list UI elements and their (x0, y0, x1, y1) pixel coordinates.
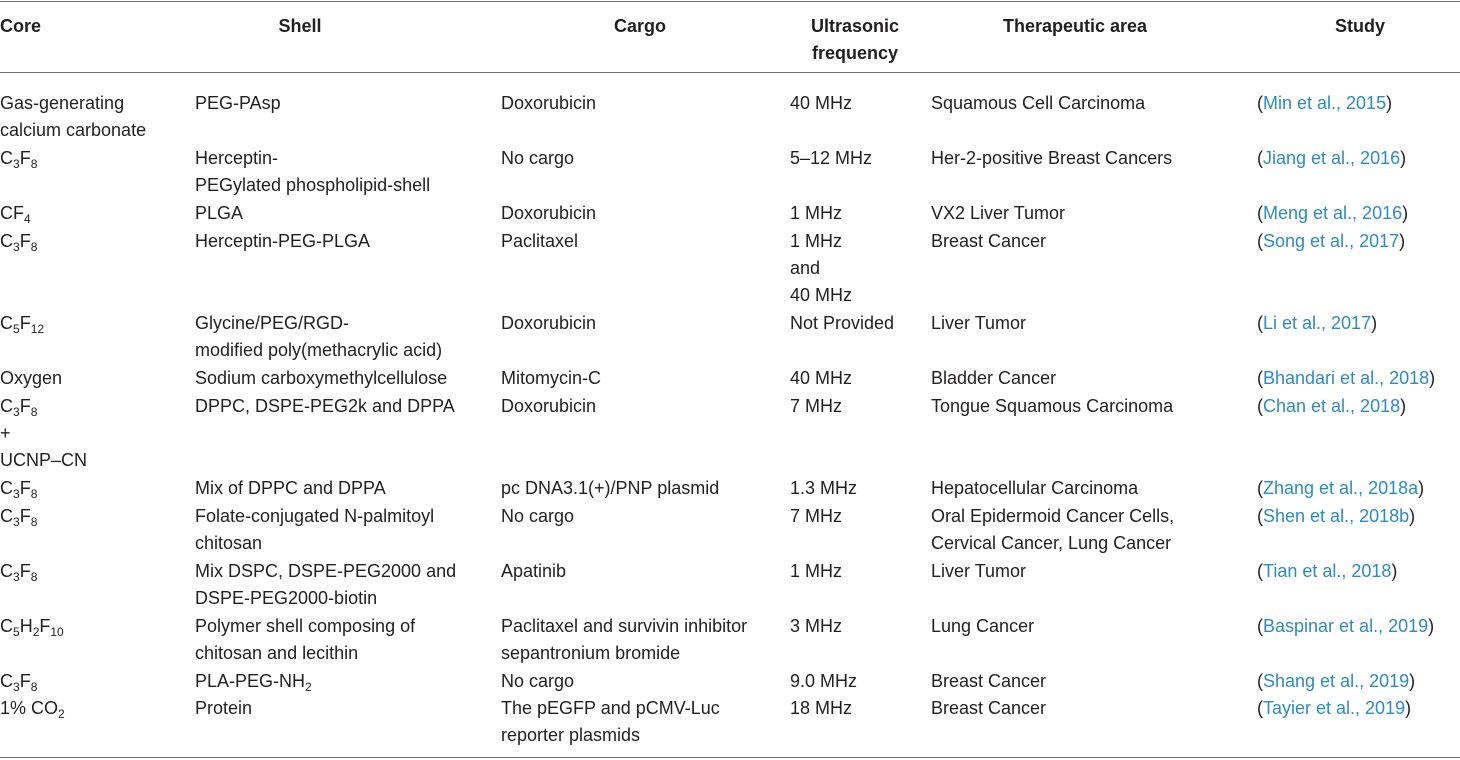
study-citation-link[interactable]: Shang et al., 2019 (1263, 671, 1410, 691)
cell-cargo (501, 200, 596, 227)
cell-study: (Meng et al., 2016) (1257, 203, 1409, 223)
cell-frequency (790, 90, 852, 117)
cell-cargo (501, 310, 596, 337)
cell-cargo-line: Doxorubicin (501, 203, 597, 223)
cell-core (0, 228, 37, 255)
cell-core-line: $C_3F_8$ (0, 231, 38, 254)
cell-core-line: $C_3F_8$ (0, 396, 38, 419)
cell-frequency (790, 503, 842, 530)
cell-frequency-line: 9.0 MHz (790, 671, 858, 691)
cell-cargo (501, 558, 566, 585)
cell-frequency (790, 393, 842, 420)
cell-study: (Tian et al., 2018) (1257, 561, 1398, 581)
cell-frequency-line: 5–12 MHz (790, 148, 873, 168)
study-citation-link[interactable]: Min et al., 2015 (1263, 93, 1387, 113)
cell-cargo-line: Paclitaxel (501, 231, 579, 251)
study-citation-link[interactable]: Shen et al., 2018b (1263, 506, 1410, 526)
cell-shell-line: Sodium carboxymethylcellulose (195, 368, 448, 388)
cell-shell-line: Glycine/PEG/RGD- (195, 313, 350, 333)
table-bottom-rule (0, 757, 1460, 758)
cell-shell (195, 365, 447, 392)
cell-shell (195, 90, 281, 117)
cell-study: (Li et al., 2017) (1257, 313, 1378, 333)
table-top-rule (0, 1, 1460, 2)
cell-shell-line: Polymer shell composing of (195, 616, 416, 636)
cell-frequency-line: 1 MHz (790, 561, 843, 581)
cell-core-line: $C_5F_{12}$ (0, 313, 45, 336)
cell-cargo (501, 228, 578, 255)
cell-cargo-line: Doxorubicin (501, 313, 597, 333)
cell-cargo-line: No cargo (501, 148, 575, 168)
cell-study: (Tayier et al., 2019) (1257, 698, 1412, 718)
cell-core (0, 90, 146, 144)
cell-shell-line: Herceptin- (195, 148, 279, 168)
cell-cargo-line: Paclitaxel and survivin inhibitor (501, 616, 748, 636)
cell-study: (Jiang et al., 2016) (1257, 148, 1407, 168)
cell-therapeutic-area (931, 393, 1173, 420)
header-core: Core (0, 16, 42, 36)
cell-therapeutic-area-line: Lung Cancer (931, 616, 1035, 636)
cell-frequency-line: 40 MHz (790, 93, 853, 113)
study-citation-link[interactable]: Baspinar et al., 2019 (1263, 616, 1429, 636)
cell-cargo-line: Apatinib (501, 561, 567, 581)
cell-core (0, 310, 44, 337)
cell-shell (195, 145, 430, 199)
study-citation-link[interactable]: Bhandari et al., 2018 (1263, 368, 1430, 388)
cell-core (0, 668, 37, 695)
cell-shell-line: PLA-$PEG-NH_2$ (195, 671, 312, 694)
cell-core-line: $C_3F_8$ (0, 478, 38, 501)
cell-frequency-line: 40 MHz (790, 285, 853, 305)
cell-frequency (790, 228, 852, 309)
cell-shell-line: chitosan and lecithin (195, 643, 359, 663)
cell-shell (195, 393, 455, 420)
cell-core (0, 145, 37, 172)
cell-therapeutic-area (931, 695, 1046, 722)
cell-cargo (501, 475, 719, 502)
cell-core-line: $C_3F_8$ (0, 671, 38, 694)
cell-frequency (790, 613, 842, 640)
cell-therapeutic-area (931, 475, 1138, 502)
cell-core-line: $C_3F_8$ (0, 561, 38, 584)
cell-frequency (790, 145, 872, 172)
cell-therapeutic-area (931, 668, 1046, 695)
cell-shell-line: Mix of DPPC and DPPA (195, 478, 386, 498)
cell-shell (195, 200, 243, 227)
cell-frequency-line: and (790, 258, 821, 278)
study-citation-link[interactable]: Jiang et al., 2016 (1263, 148, 1401, 168)
cell-cargo (501, 695, 720, 749)
cell-core (0, 503, 37, 530)
cell-cargo-line: pc DNA3.1(+)/PNP plasmid (501, 478, 720, 498)
cell-core (0, 558, 37, 585)
cell-shell-line: PEGylated phospholipid-shell (195, 175, 431, 195)
cell-cargo (501, 145, 574, 172)
cell-core-line: + (0, 423, 11, 443)
cell-shell-line: Herceptin-PEG-PLGA (195, 231, 371, 251)
cell-cargo-line: reporter plasmids (501, 725, 641, 745)
cell-therapeutic-area-line: Cervical Cancer, Lung Cancer (931, 533, 1172, 553)
cell-core-line: Gas-generating (0, 93, 125, 113)
cell-therapeutic-area (931, 90, 1145, 117)
cell-cargo-line: Doxorubicin (501, 93, 597, 113)
cell-frequency-line: 7 MHz (790, 396, 843, 416)
cell-core (0, 475, 37, 502)
cell-frequency (790, 475, 857, 502)
cell-therapeutic-area-line: Tongue Squamous Carcinoma (931, 396, 1174, 416)
cell-core-line: UCNP–CN (0, 450, 88, 470)
cell-therapeutic-area-line: Breast Cancer (931, 671, 1047, 691)
cell-therapeutic-area-line: Breast Cancer (931, 698, 1047, 718)
cell-frequency (790, 558, 842, 585)
cell-frequency (790, 200, 842, 227)
cell-core-line: Oxygen (0, 368, 63, 388)
study-citation-link[interactable]: Song et al., 2017 (1263, 231, 1400, 251)
cell-therapeutic-area (931, 613, 1034, 640)
cell-therapeutic-area-line: Hepatocellular Carcinoma (931, 478, 1139, 498)
cell-cargo (501, 503, 574, 530)
cell-study: (Bhandari et al., 2018) (1257, 368, 1436, 388)
cell-therapeutic-area-line: Oral Epidermoid Cancer Cells, (931, 506, 1175, 526)
header-cargo: Cargo (613, 16, 666, 36)
cell-study: (Min et al., 2015) (1257, 93, 1393, 113)
cell-therapeutic-area (931, 310, 1026, 337)
cell-frequency (790, 310, 894, 337)
cell-study: (Shen et al., 2018b) (1257, 506, 1416, 526)
cell-therapeutic-area-line: Liver Tumor (931, 561, 1027, 581)
cell-shell-line: Folate-conjugated N-palmitoyl (195, 506, 435, 526)
cell-therapeutic-area (931, 145, 1172, 172)
cell-therapeutic-area-line: Bladder Cancer (931, 368, 1057, 388)
cell-study: (Baspinar et al., 2019) (1257, 616, 1435, 636)
cell-core (0, 365, 62, 392)
header-frequency-line1: Ultrasonic (810, 16, 900, 36)
study-citation-link[interactable]: Tayier et al., 2019 (1263, 698, 1406, 718)
cell-shell (195, 668, 312, 695)
cell-core (0, 695, 65, 722)
cell-frequency-line: Not Provided (790, 313, 895, 333)
cell-cargo-line: Doxorubicin (501, 396, 597, 416)
header-frequency-line2: frequency (811, 43, 899, 63)
study-citation-link[interactable]: Chan et al., 2018 (1263, 396, 1401, 416)
cell-cargo-line: No cargo (501, 671, 575, 691)
cell-cargo-line: No cargo (501, 506, 575, 526)
header-therapeutic-area: Therapeutic area (1002, 16, 1148, 36)
cell-cargo (501, 365, 601, 392)
cell-cargo-line: The pEGFP and pCMV-Luc (501, 698, 720, 718)
cell-frequency-line: 18 MHz (790, 698, 853, 718)
cell-therapeutic-area (931, 558, 1026, 585)
cell-frequency (790, 695, 852, 722)
cell-core-line: calcium carbonate (0, 120, 147, 140)
cell-shell (195, 613, 415, 667)
cell-cargo (501, 668, 574, 695)
cell-therapeutic-area-line: Breast Cancer (931, 231, 1047, 251)
cell-cargo (501, 90, 596, 117)
cell-core (0, 613, 64, 640)
cell-core (0, 393, 87, 474)
cell-cargo-line: sepantronium bromide (501, 643, 681, 663)
cell-study: (Shang et al., 2019) (1257, 671, 1416, 691)
cell-shell-line: DSPE-PEG2000-biotin (195, 588, 378, 608)
study-citation-link[interactable]: Zhang et al., 2018a (1263, 478, 1419, 498)
cell-shell (195, 695, 252, 722)
cell-therapeutic-area (931, 503, 1174, 557)
study-citation-link[interactable]: Tian et al., 2018 (1263, 561, 1392, 581)
header-shell: Shell (278, 16, 322, 36)
cell-study: (Song et al., 2017) (1257, 231, 1406, 251)
cell-therapeutic-area-line: VX2 Liver Tumor (931, 203, 1066, 223)
cell-study: (Zhang et al., 2018a) (1257, 478, 1425, 498)
header-frequency (795, 13, 915, 67)
study-citation-link[interactable]: Li et al., 2017 (1263, 313, 1372, 333)
cell-frequency-line: 40 MHz (790, 368, 853, 388)
study-citation-link[interactable]: Meng et al., 2016 (1263, 203, 1403, 223)
cell-cargo (501, 393, 596, 420)
cell-frequency-line: 1 MHz (790, 231, 843, 251)
cell-core-line: $C_5H_2F_{10}$ (0, 616, 64, 639)
cell-shell-line: modified poly(methacrylic acid) (195, 340, 443, 360)
cell-core (0, 200, 31, 227)
header-study: Study (1334, 16, 1385, 36)
cell-frequency (790, 668, 857, 695)
cell-shell-line: PEG-PAsp (195, 93, 281, 113)
cell-shell (195, 558, 456, 612)
cell-cargo (501, 613, 747, 667)
cell-frequency-line: 7 MHz (790, 506, 843, 526)
cell-shell-line: PLGA (195, 203, 244, 223)
cell-shell-line: DPPC, DSPE-PEG2k and DPPA (195, 396, 455, 416)
table-header-rule (0, 72, 1460, 73)
cell-frequency-line: 1.3 MHz (790, 478, 858, 498)
cell-shell-line: chitosan (195, 533, 263, 553)
cell-therapeutic-area (931, 365, 1056, 392)
cell-core-line: $CF_4$ (0, 203, 31, 226)
cell-therapeutic-area (931, 200, 1065, 227)
cell-frequency-line: 3 MHz (790, 616, 843, 636)
cell-shell (195, 228, 370, 255)
cell-frequency-line: 1 MHz (790, 203, 843, 223)
cell-cargo-line: Mitomycin-C (501, 368, 602, 388)
cell-shell-line: Mix DSPC, DSPE-PEG2000 and (195, 561, 457, 581)
cell-shell-line: Protein (195, 698, 253, 718)
cell-shell (195, 503, 434, 557)
cell-frequency (790, 365, 852, 392)
cell-core-line: $C_3F_8$ (0, 506, 38, 529)
cell-core-line: $C_3F_8$ (0, 148, 38, 171)
cell-therapeutic-area-line: Her-2-positive Breast Cancers (931, 148, 1173, 168)
cell-shell (195, 475, 386, 502)
cell-therapeutic-area-line: Squamous Cell Carcinoma (931, 93, 1146, 113)
cell-therapeutic-area (931, 228, 1046, 255)
cell-shell (195, 310, 442, 364)
cell-therapeutic-area-line: Liver Tumor (931, 313, 1027, 333)
cell-core-line: 1% $CO_2$ (0, 698, 65, 721)
cell-study: (Chan et al., 2018) (1257, 396, 1407, 416)
